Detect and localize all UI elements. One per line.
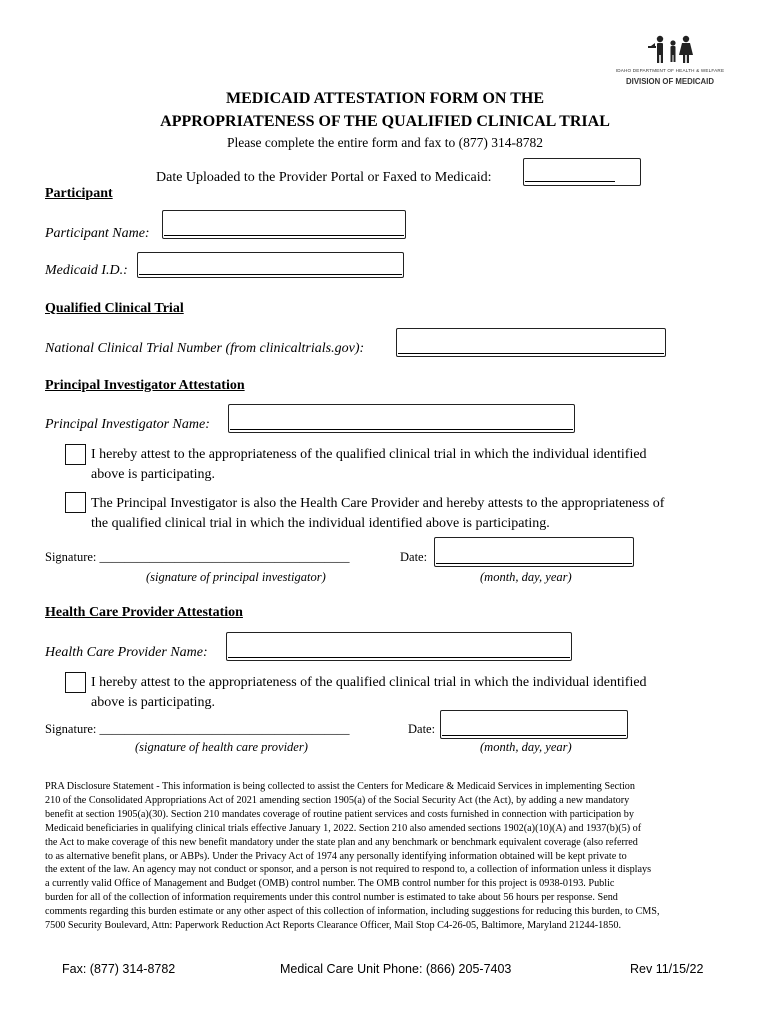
hcp-name-label: Health Care Provider Name:: [45, 645, 208, 660]
pi-signature-caption: (signature of principal investigator): [146, 570, 326, 584]
trial-section-title: Qualified Clinical Trial: [45, 301, 184, 316]
form-subtitle: Please complete the entire form and fax to (877) 314-8782: [226, 135, 544, 150]
nct-number-underline: [398, 353, 664, 354]
hcp-date-underline: [442, 735, 626, 736]
form-title-line1: MEDICAID ATTESTATION FORM ON THE: [226, 90, 544, 107]
footer-phone: Medical Care Unit Phone: (866) 205-7403: [280, 962, 512, 976]
pi-name-label: Principal Investigator Name:: [45, 417, 210, 432]
pra-line: a currently valid Office of Management and Budget (OMB) control number. The OMB control number for this project is 0938-0193. Public: [45, 878, 615, 890]
hcp-signature-line[interactable]: Signature: ________________________________________: [45, 722, 350, 736]
pra-line: benefit at section 1905(a)(30). Section 210 mandates coverage of routine patient services and costs furnished in connection with participation by: [45, 808, 634, 820]
pi-attest-text-line2: above is participating.: [91, 467, 216, 482]
nct-number-label: National Clinical Trial Number (from clinicaltrials.gov):: [45, 341, 365, 356]
pra-line: Medicaid beneficiaries in qualifying clinical trials effective January 1, 2022. Section 210 also amended sections 1902(a)(10)(A) and 1937(b)(5) of: [45, 822, 642, 834]
pra-line: the extent of the law. An agency may not conduct or sponsor, and a person is not required to respond to, a collection of information unless it displays: [45, 864, 652, 876]
pra-line: to as alternative benefit plans, or ABPs). Under the Privacy Act of 1974 any personally identifying information obtained will be kept private to: [45, 850, 627, 862]
participant-name-label: Participant Name:: [45, 226, 150, 241]
pra-disclosure-statement: [45, 780, 735, 933]
hcp-attest-checkbox[interactable]: [65, 672, 86, 693]
pra-line: PRA Disclosure Statement - This information is being collected to assist the Centers for Medicare & Medicaid Services in implementing Section: [45, 781, 635, 792]
pra-line: burden for all of the collection of information requirements under this control number is estimated to take about 56 hours per response. Send: [45, 892, 618, 904]
pra-line: the Act to make coverage of this new benefit mandatory under the state plan and any benchmark or benchmark equivalent coverage (also referred: [45, 836, 638, 848]
pi-attest-text-line1: I hereby attest to the appropriateness of the qualified clinical trial in which the individual identified: [91, 447, 647, 462]
footer-revision: Rev 11/15/22: [630, 962, 704, 976]
pi-signature-line[interactable]: Signature: ________________________________________: [45, 550, 350, 564]
medicaid-logo: [614, 34, 726, 92]
footer-fax: Fax: (877) 314-8782: [62, 962, 176, 976]
medicaid-id-label: Medicaid I.D.:: [45, 263, 128, 278]
hcp-signature-caption: (signature of health care provider): [135, 740, 308, 754]
hcp-date-label: Date:: [408, 722, 436, 736]
pra-line: comments regarding this burden estimate or any other aspect of this collection of information, including suggestions for reducing this burden, to CMS,: [45, 906, 660, 918]
pi-attest-checkbox[interactable]: [65, 444, 86, 465]
pi-is-provider-text-line1: The Principal Investigator is also the Health Care Provider and hereby attests to the appropriateness of: [91, 496, 665, 511]
pi-is-provider-checkbox[interactable]: [65, 492, 86, 513]
hcp-section-title: Health Care Provider Attestation: [45, 605, 243, 620]
pi-is-provider-text-line2: the qualified clinical trial in which the individual identified above is participating.: [91, 516, 550, 531]
date-uploaded-label: Date Uploaded to the Provider Portal or Faxed to Medicaid:: [156, 170, 492, 185]
pra-line: 210 of the Consolidated Appropriations Act of 2021 amending section 1905(a) of the Social Security Act (the Act), by adding a new mandatory: [45, 794, 630, 806]
pi-date-caption: (month, day, year): [480, 570, 572, 584]
family-icon: [646, 34, 706, 64]
logo-division: DIVISION OF MEDICAID: [626, 77, 714, 86]
medicaid-id-underline: [139, 274, 402, 275]
pi-name-underline: [230, 429, 573, 430]
logo-department: IDAHO DEPARTMENT OF HEALTH & WELFARE: [615, 68, 725, 73]
hcp-name-underline: [228, 657, 570, 658]
participant-section-title: Participant: [45, 186, 113, 201]
date-uploaded-underline: [525, 181, 615, 182]
pi-section-title: Principal Investigator Attestation: [45, 378, 245, 393]
form-title-line2: APPROPRIATENESS OF THE QUALIFIED CLINICAL TRIAL: [160, 113, 610, 130]
participant-name-underline: [164, 235, 404, 236]
pi-date-label: Date:: [400, 550, 428, 564]
hcp-attest-text-line1: I hereby attest to the appropriateness of the qualified clinical trial in which the individual identified: [91, 675, 647, 690]
hcp-date-caption: (month, day, year): [480, 740, 572, 754]
pra-line: 7500 Security Boulevard, Attn: Paperwork Reduction Act Reports Clearance Officer, Mail Stop C4-26-05, Baltimore, Maryland 21244-1850.: [45, 920, 622, 932]
hcp-attest-text-line2: above is participating.: [91, 695, 216, 710]
pi-date-underline: [436, 563, 632, 564]
